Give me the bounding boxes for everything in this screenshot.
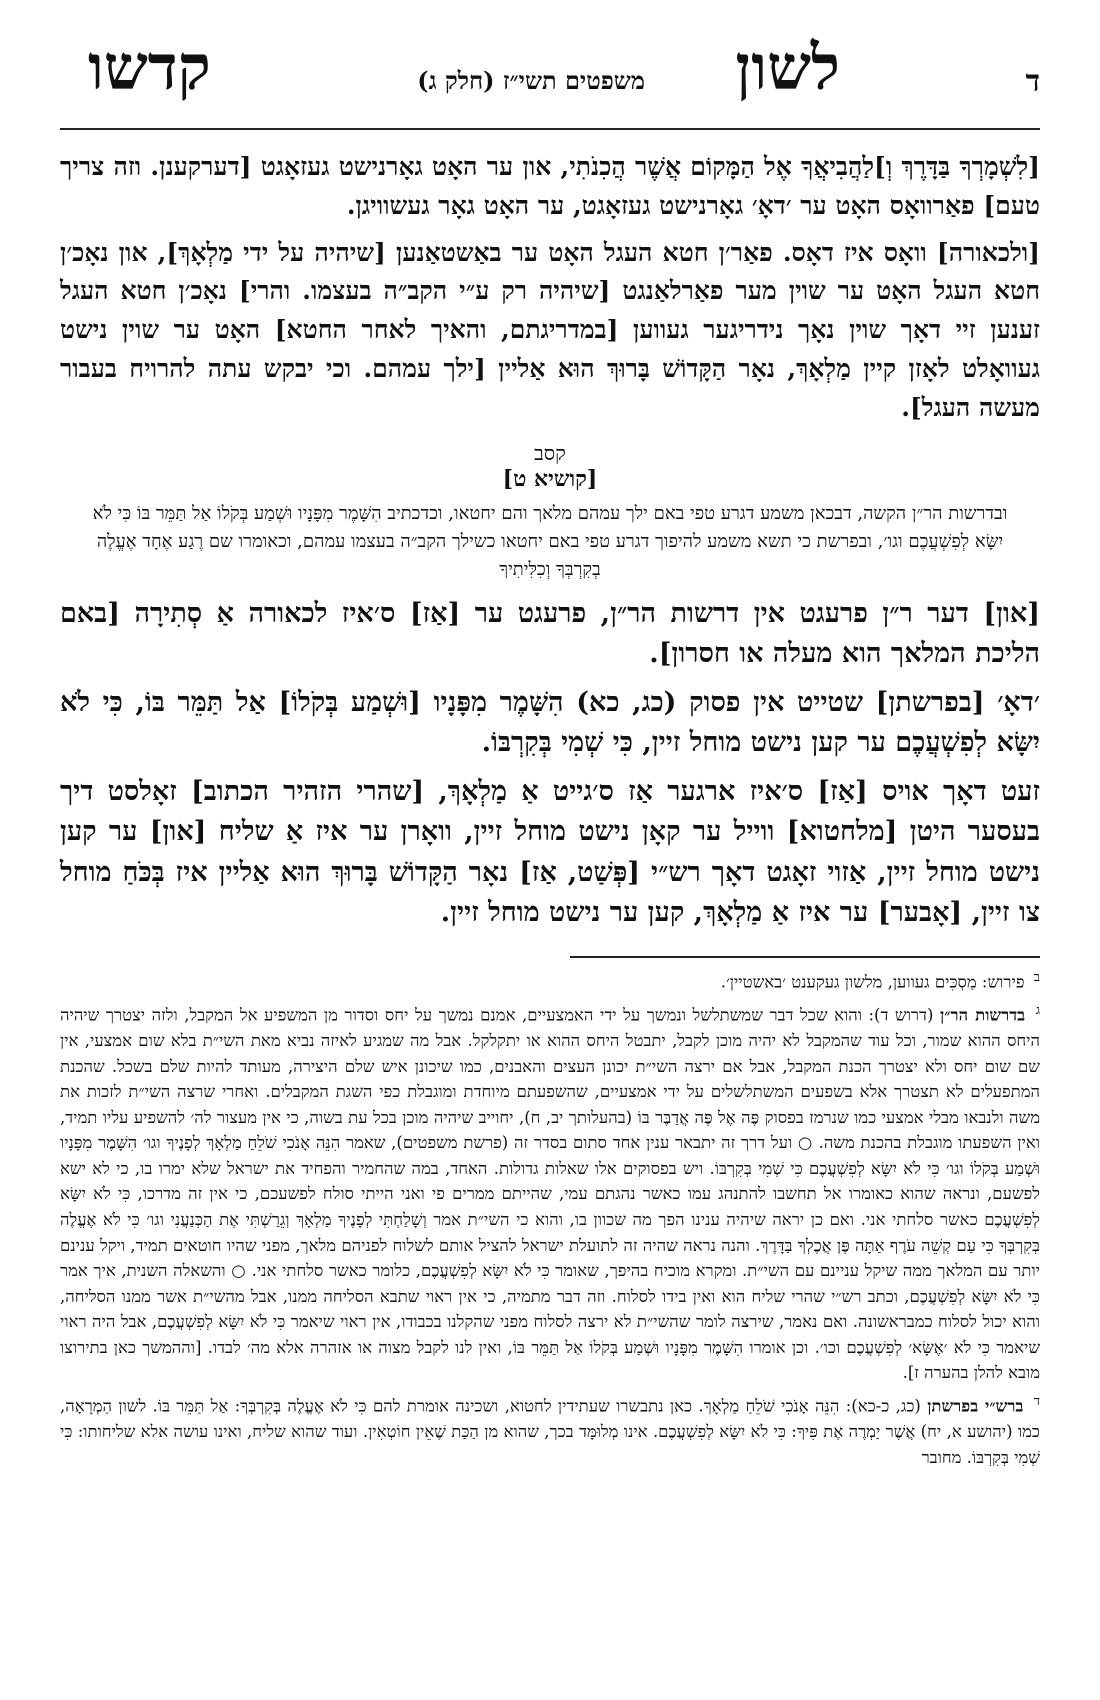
section-number: קסב: [534, 441, 566, 466]
footnote-2-mark: ג: [1035, 1002, 1041, 1018]
section-heading: [60, 441, 1040, 492]
footnote-3-head: ברש״י בפרשתן: [927, 1396, 1024, 1416]
main-text: [60, 148, 1040, 934]
page-number: ד: [1025, 64, 1040, 99]
footnote-3-mark: ד: [1033, 1393, 1041, 1409]
question-text: ובדרשות הר״ן הקשה, דבכאן משמע דגרע טפי באם ילך עמהם מלאך והם יחטאו, וכדכתיב הִשָּׁמֶר מִפָּנָיו וּשְׁמַע בְּקֹלוֹ אַל תַּמֵּר בּוֹ כִּי לֹא יִשָּׂא לְפִשְׁעֲכֶם וגו׳, ובפרשת כי תשא משמע להיפוך דגרע טפי באם יחטאו כשילך הקב״ה בעצמו עמהם, וכאומרו שם רֶגַע אֶחָד אֶעֱלֶה בְקִרְבְּךָ וְכִלִּיתִיךָ: [92, 503, 1008, 581]
footnote-1: [60, 968, 1040, 995]
footnote-1-text: פירוש: מַסְכִּים געווען, מלשון געקענט ׳באשטיין׳.: [720, 972, 1025, 992]
running-header: [60, 35, 1040, 130]
running-subtitle: משפטים תשי״ז (חלק ג): [417, 66, 645, 95]
footnote-2-text: (דרוש ד): והוא שכל דבר שמשתלשל ונמשך על ידי האמצעיים, אמנם נמשך על יחס וסדור מן המשפיע אל המקבל, ולזה יצטרך שיהיה היחס ההוא שמור, וכל עוד שהמקבל לא יהיה מוכן לקבל, יתבטל היחס ההוא או יתקלקל. אבל מה שמגיע לאיזה נביא מאת השי״ת בלא שום אמצעי, אין שם שום יחס ולא יצטרך הכנת המקבל, אבל אם ירצה השי״ת יכונן העצים והאבנים, כמו שיכונן איש שלם היצירה, מעותד להיות שלם בשכל. שהכנת המתפעלים לא תצטרך אלא בשפעים המשתלשלים על ידי אמצעיים, שהשפעתם מיוחדת ומוגבלת כפי השגת המקבלים. ואחרי שרצה השי״ת לזכות את משה ולנבאו מבלי אמצעי כמו שנרמז בפסוק פֶּה אֶל פֶּה אֲדַבֶּר בּוֹ (בהעלותך יב, ח), יחוייב שיהיה מוכן בכל עת בשוה, כי אין מעצור לה׳ להשפיע עליו תמיד, ואין השפעתו מוגבלת בהכנת משה. ○ ועל דרך זה יתבאר ענין אחד סתום בסדר זה (פרשת משפטים), שאמר הִנֵּה אָנֹכִי שֹׁלֵחַ מַלְאָךְ לְפָנֶיךָ וגו׳ הִשָּׁמֶר מִפָּנָיו וּשְׁמַע בְּקֹלוֹ וגו׳ כִּי לֹא יִשָּׂא לְפִשְׁעֲכֶם כִּי שְׁמִי בְּקִרְבּוֹ. ויש בפסוקים אלו שאלות גדולות. האחד, במה שהחמיר והפחיד את ישראל שלא ימרו בו, כי לא ישא לפשעם, ונראה שהוא כאומרו אל תחשבו להתנהג עמו כאשר נהגתם עמי, שהייתם ממרים פי ואני הייתי סולח לפשעכם, כי אין זה מדרכו, כִּי לֹא יִשָּׂא לְפִשְׁעֲכֶם כאשר סלחתי אני. ואם כן יראה שיהיה ענינו הפך מה שכוון בו, והוא כי השי״ת אמר וְשָׁלַחְתִּי לְפָנֶיךָ מַלְאָךְ וְגֵרַשְׁתִּי אֶת הַכְּנַעֲנִי וגו׳ כִּי לֹא אֶעֱלֶה בְּקִרְבְּךָ כִּי עַם קְשֵׁה עֹרֶף אַתָּה פֶּן אֲכֶלְךָ בַּדָּרֶךְ. והנה נראה שהיה זה לתועלת ישראל להציל אותם לשלוח לפניהם מלאך, מפני שהיו חוטאים תמיד, ויקל ענינם יותר עם המלאך ממה שיקל עניינם עם השי״ת. ומקרא מוכיח בהיפך, שאומר כִּי לֹא יִשָּׂא לְפִשְׁעֲכֶם, כלומר כאשר סלחתי אני. ○ והשאלה השנית, איך אמר כִּי לֹא יִשָּׂא לְפִשְׁעֲכֶם, וכתב רש״י שהרי שליח הוא ואין בידו לסלוח. וזה דבר מתמיה, כי אין ראוי שתבא הסליחה ממנו, אבל מהשי״ת אשר ממנו הסליחה, והוא יכול לסלוח כמבראשונה. ואם נאמר, שירצה לומר שהשי״ת לא ירצה לסלוח מפני שהקלנו בכבודו, אין ראוי שיאמר כִּי לֹא יִשָּׂא לְפִשְׁעֲכֶם, אבל היה ראוי שיאמר כִּי לֹא ׳אֶשָּׂא׳ לְפִשְׁעֲכֶם וכו׳. וכן אומרו הִשָּׁמֶר מִפָּנָיו וּשְׁמַע בְּקֹלוֹ אַל תַּמֵּר בּוֹ, ואין לנו לקבל מצוה או אזהרה אלא מה׳ לבדו. [וההמשך כאן בתירוצו מובא להלן בהערה ז].: [60, 1005, 1040, 1383]
footnote-3-text: (כג, כ-כא): הִנֵּה אָנֹכִי שֹׁלֵחַ מַלְאָךְ. כאן נתבשרו שעתידין לחטוא, ושכינה אומרת להם כִּי לֹא אֶעֱלֶה בְּקִרְבְּךָ: אַל תַּמֵּר בּוֹ. לשון הַמְרָאָה, כמו (יהושע א, יח) אֲשֶׁר יַמְרֶה אֶת פִּיךָ: כִּי לֹא יִשָּׂא לְפִשְׁעֲכֶם. אינו מְלוּמָּד בכך, שהוא מן הַכַּת שֶׁאֵין חוֹטְאִין. ועוד שהוא שליח, ואינו עושה אלא שליחותו: כִּי שְׁמִי בְּקִרְבּוֹ. מחובר: [60, 1396, 1040, 1467]
footnote-2-head: בדרשות הר״ן: [940, 1005, 1026, 1025]
paragraph-5: זעט דאָך אויס [אַז] ס׳איז ארגער אַז ס׳גייט אַ מַלְאָךְ, [שהרי הזהיר הכתוב] זאָלסט דיך בעסער היטן [מלחטוא] ווייל ער קאָן נישט מוחל זיין, וואָרן ער איז אַ שליח [און] ער קען נישט מוחל זיין, אַזוי זאָגט דאָך רש״י [פְּשַׁט, אַז] נאָר הַקָּדוֹשׁ בָּרוּךְ הוּא אַליין איז בְּכֹּחַ מוחל צו זיין, [אָבער] ער איז אַ מַלְאָךְ, קען ער נישט מוחל זיין.: [60, 775, 1040, 929]
section-title: [קושיא ט]: [502, 466, 598, 493]
paragraph-2: [ולכאורה] וואָס איז דאָס. פאַר׳ן חטא העגל האָט ער באַשטאַנען [שיהיה על ידי מַלְאָךְ], און נאָכ׳ן חטא העגל האָט ער שוין מער פאַרלאַנגט [שיהיה רק ע״י הקב״ה בעצמו. והרי] נאָכ׳ן חטא העגל זענען זיי דאָך שוין נאָך נידריגער געווען [במדריגתם, והאיך לאחר החטא] האָט ער שוין נישט געוואָלט לאָזן קיין מַלְאָךְ, נאָר הַקָּדוֹשׁ בָּרוּךְ הוּא אַליין [ילך עמהם. וכי יבקש עתה להרויח בעבור מעשה העגל].: [60, 237, 1040, 422]
paragraph-4: ׳דאָ׳ [בפרשתן] שטייט אין פסוק (כג, כא) הִשָּׁמֶר מִפָּנָיו [וּשְׁמַע בְּקֹלוֹ] אַל תַּמֵּר בּוֹ, כִּי לֹא יִשָּׂא לְפִשְׁעֲכֶם ער קען נישט מוחל זיין, כִּי שְׁמִי בְּקִרְבּוֹ.: [60, 686, 1040, 759]
footnote-2: [60, 1001, 1040, 1386]
running-title-left: קדשו: [88, 35, 211, 103]
footnote-1-mark: ב: [1033, 969, 1040, 985]
footnotes: [60, 968, 1040, 1470]
footnote-rule: [570, 956, 1040, 968]
paragraph-1: [לִשְׁמָרְךָ בַּדָּרֶךְ וְ]לַהֲבִיאֲךָ אֶל הַמָּקוֹם אֲשֶׁר הֲכִנֹתִי, און ער האָט גאָרנישט געזאָגט [דערקענן. וזה צריך טעם] פאַרוואָס האָט ער ׳דאָ׳ גאָרנישט געזאָגט, ער האָט גאָר געשוויגן.: [60, 152, 1040, 220]
paragraph-3: [און] דער ר״ן פרעגט אין דרשות הר״ן, פרעגט ער [אַז] ס׳איז לכאורה אַ סְתִירָה [באם הליכת המלאך הוא מעלה או חסרון].: [60, 597, 1040, 670]
footnote-3: [60, 1392, 1040, 1470]
running-title-right: לשון: [735, 35, 840, 103]
